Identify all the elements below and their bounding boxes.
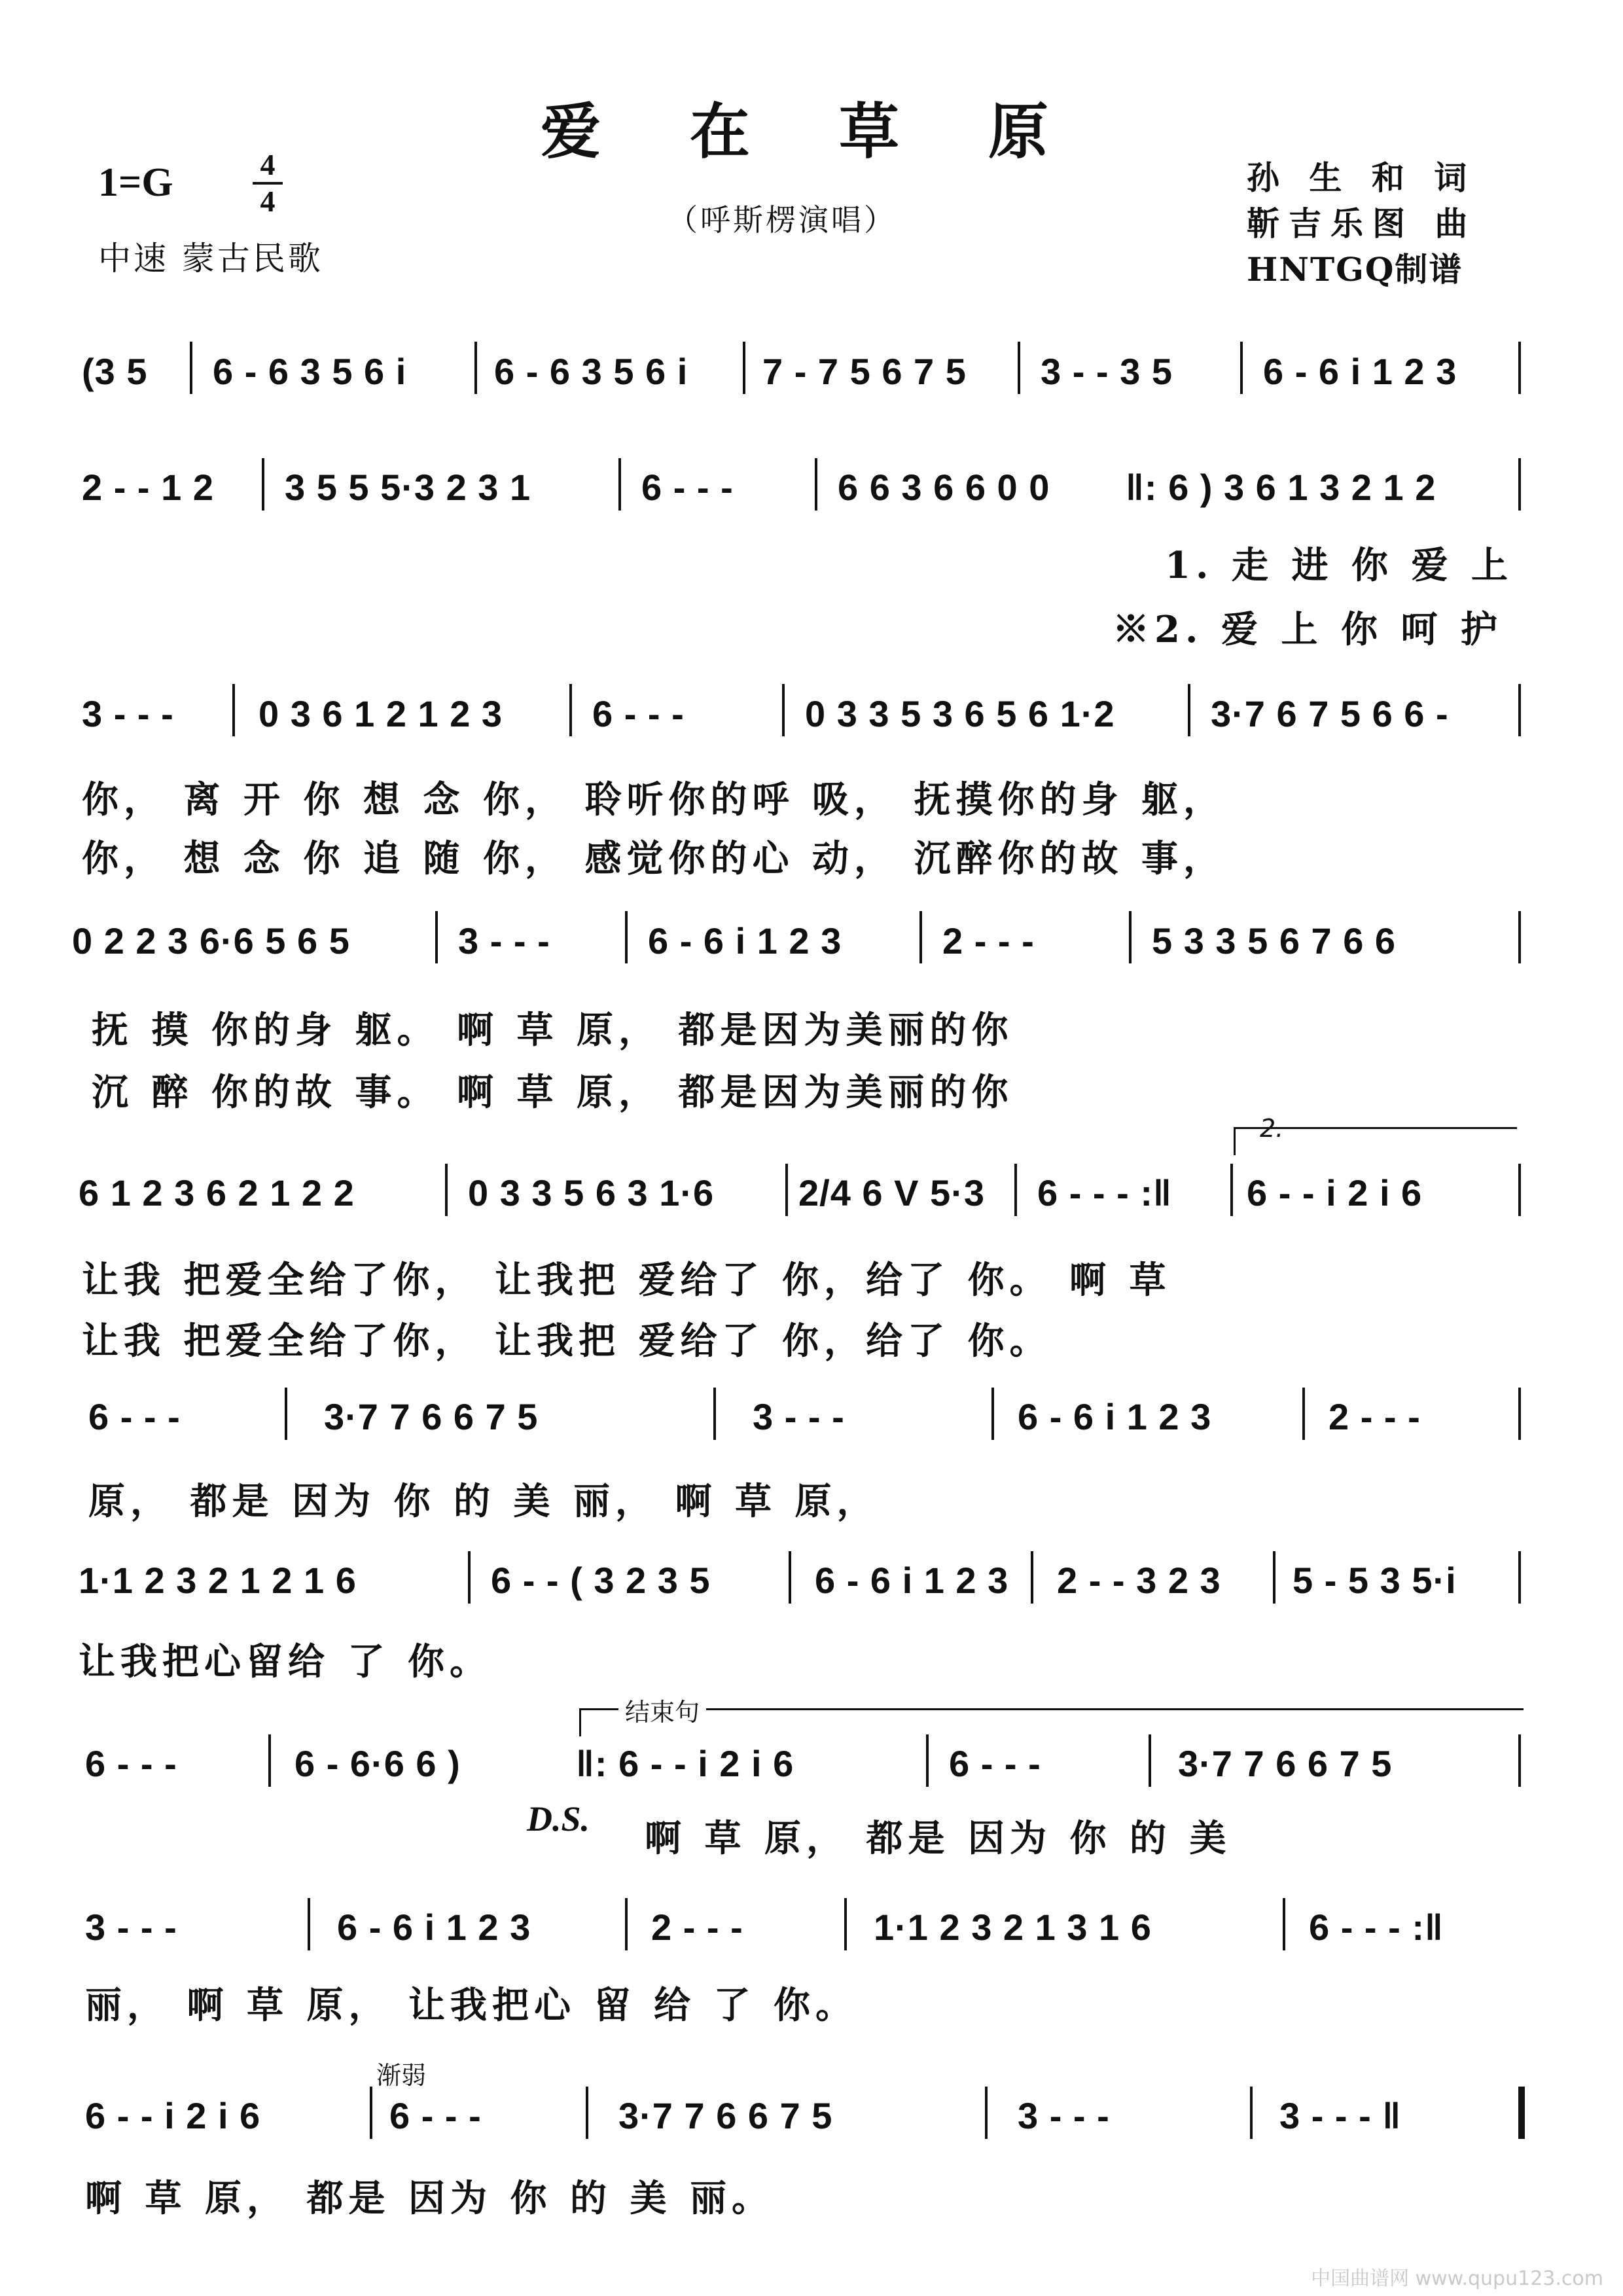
lyrics-verse-2: 沉 醉 你的故 事。 啊 草 原， 都是因为美丽的你 <box>92 1071 1014 1114</box>
lyrics-verse-2: 让我 把爱全给了你， 让我把 爱给了 你，给了 你。 <box>82 1319 1052 1363</box>
barline <box>785 1164 788 1216</box>
barline <box>815 458 817 511</box>
barline <box>1518 1388 1521 1440</box>
transcriber-credit: HNTGQ制谱 <box>1247 250 1463 289</box>
coda-label: 结束句 <box>618 1692 706 1728</box>
measure: 6 6 3 6 6 0 0 <box>838 467 1050 508</box>
time-sig-top: 4 <box>253 148 283 185</box>
barline <box>370 2087 372 2139</box>
barline <box>586 2087 588 2139</box>
measure: 6 - 6 3 5 6 i <box>494 351 688 392</box>
barline <box>474 342 477 394</box>
measure: 2 - - - <box>651 1907 743 1948</box>
measure: 6 - 6 3 5 6 i <box>213 351 407 392</box>
barline <box>1014 1164 1017 1216</box>
dynamic-marking: 渐弱 <box>376 2061 427 2090</box>
measure: 6 - - - <box>88 1396 181 1437</box>
barline <box>268 1734 271 1787</box>
measure: 3 5 5 5·3 2 3 1 <box>285 467 531 508</box>
barline <box>618 458 621 511</box>
key-signature: 1=G <box>98 160 173 205</box>
measure: 3·7 6 7 5 6 6 - <box>1211 693 1449 734</box>
barline <box>743 342 745 394</box>
measure: 2 - - 3 2 3 <box>1057 1560 1221 1601</box>
measure: 3 - - 3 5 <box>1041 351 1173 392</box>
lyrics-verse-2: 你， 想 念 你 追 随 你， 感觉你的心 动， 沉醉你的故 事， <box>82 837 1225 880</box>
measure: 0 2 2 3 6·6 5 6 5 <box>72 920 350 961</box>
barline <box>1273 1551 1275 1604</box>
measure: 3·7 7 6 6 7 5 <box>324 1396 539 1437</box>
measure: 2/4 6 V 5·3 <box>798 1172 985 1213</box>
measure-final: 3 - - - ‖ <box>1279 2095 1402 2136</box>
lyrics-verse-1: 抚 摸 你的身 躯。 啊 草 原， 都是因为美丽的你 <box>92 1009 1014 1052</box>
time-signature <box>253 148 283 219</box>
measure: 0 3 3 5 6 3 1·6 <box>468 1172 715 1213</box>
composer-credit: 靳吉乐图 曲 <box>1247 204 1477 243</box>
song-title: 爱 在 草 原 <box>540 96 1083 167</box>
dal-segno-marker: D.S. <box>527 1799 590 1839</box>
barline <box>919 911 922 963</box>
measure: 5 3 3 5 6 7 6 6 <box>1152 920 1397 961</box>
barline <box>1302 1388 1305 1440</box>
measure: (3 5 <box>82 351 148 392</box>
measure: 6 - - - <box>641 467 734 508</box>
measure: 1·1 2 3 2 1 3 1 6 <box>874 1907 1152 1948</box>
watermark: 中国曲谱网 www.qupu123.com <box>1311 2267 1603 2290</box>
measure: 6 - 6 i 1 2 3 <box>648 920 842 961</box>
measure-repeat-start: ‖: 6 - - i 2 i 6 <box>576 1743 794 1784</box>
lyrics: 啊 草 原， 都是 因为 你 的 美 <box>645 1817 1232 1860</box>
barline <box>1283 1898 1285 1950</box>
measure: 6 - - - <box>389 2095 482 2136</box>
barline <box>713 1388 716 1440</box>
measure: 3 - - - <box>85 1907 177 1948</box>
volta-label: 2. <box>1260 1114 1284 1143</box>
barline <box>985 2087 988 2139</box>
barline <box>1518 911 1521 963</box>
barline <box>844 1898 847 1950</box>
lyrics: 丽， 啊 草 原， 让我把心 留 给 了 你。 <box>85 1984 857 2027</box>
barline <box>1188 684 1190 736</box>
lyrics: 原， 都是 因为 你 的 美 丽， 啊 草 原， <box>88 1480 879 1523</box>
measure: 1·1 2 3 2 1 2 1 6 <box>79 1560 357 1601</box>
barline <box>1149 1734 1151 1787</box>
measure: 2 - - - <box>942 920 1035 961</box>
barline <box>1518 1551 1521 1604</box>
time-sig-bottom: 4 <box>260 185 276 218</box>
barline <box>232 684 235 736</box>
barline <box>1518 684 1521 736</box>
final-barline <box>1518 2087 1525 2139</box>
measure: 6 - 6·6 6 ) <box>294 1743 461 1784</box>
lyrics-verse-2: ※2. 爱 上 你 呵 护 <box>1113 608 1503 651</box>
measure: 6 - - i 2 i 6 <box>1247 1172 1423 1213</box>
barline <box>190 342 192 394</box>
measure-repeat-end: 6 - - - :‖ <box>1037 1172 1172 1213</box>
measure-repeat-end: 6 - - - :‖ <box>1309 1907 1444 1948</box>
measure: 6 - 6 i 1 2 3 <box>1018 1396 1212 1437</box>
barline <box>262 458 264 511</box>
measure: 6 - - - <box>85 1743 177 1784</box>
measure: 3 - - - <box>82 693 174 734</box>
measure: 3 - - - <box>1018 2095 1110 2136</box>
tempo-style: 中速 蒙古民歌 <box>98 240 323 278</box>
measure: 6 - 6 i 1 2 3 <box>815 1560 1009 1601</box>
measure: 0 3 3 5 3 6 5 6 1·2 <box>805 693 1115 734</box>
barline <box>1518 1164 1521 1216</box>
measure: 3 - - - <box>458 920 550 961</box>
measure: 6 - - - <box>949 1743 1041 1784</box>
barline <box>1230 1164 1233 1216</box>
measure: 2 - - - <box>1329 1396 1421 1437</box>
measure: 6 - - - <box>592 693 685 734</box>
measure: 3·7 7 6 6 7 5 <box>618 2095 833 2136</box>
barline <box>1240 342 1243 394</box>
measure-repeat-start: ‖: 6 ) 3 6 1 3 2 1 2 <box>1126 467 1436 508</box>
lyrics-verse-1: 让我 把爱全给了你， 让我把 爱给了 你，给了 你。 啊 草 <box>82 1259 1171 1302</box>
measure: 7 - 7 5 6 7 5 <box>762 351 967 392</box>
measure: 6 1 2 3 6 2 1 2 2 <box>79 1172 355 1213</box>
barline <box>1250 2087 1253 2139</box>
barline <box>1129 911 1132 963</box>
lyrics-verse-1: 1. 走 进 你 爱 上 <box>1165 544 1513 587</box>
measure: 3·7 7 6 6 7 5 <box>1178 1743 1393 1784</box>
barline <box>1518 1734 1521 1787</box>
barline <box>782 684 785 736</box>
measure: 0 3 6 1 2 1 2 3 <box>259 693 503 734</box>
barline <box>435 911 438 963</box>
barline <box>1031 1551 1033 1604</box>
barline <box>991 1388 994 1440</box>
lyrics-verse-1: 你， 离 开 你 想 念 你， 聆听你的呼 吸， 抚摸你的身 躯， <box>82 778 1225 821</box>
measure: 5 - 5 3 5·i <box>1293 1560 1457 1601</box>
barline <box>285 1388 287 1440</box>
barline <box>926 1734 929 1787</box>
measure: 6 - 6 i 1 2 3 <box>337 1907 531 1948</box>
barline <box>445 1164 448 1216</box>
lyricist-credit: 孙 生 和 词 <box>1247 158 1476 197</box>
measure: 6 - - ( 3 2 3 5 <box>491 1560 711 1601</box>
coda-bracket <box>579 1708 1524 1736</box>
measure: 3 - - - <box>753 1396 845 1437</box>
measure: 6 - - i 2 i 6 <box>85 2095 261 2136</box>
barline <box>308 1898 310 1950</box>
lyrics: 让我把心留给 了 你。 <box>79 1640 491 1683</box>
barline <box>625 911 628 963</box>
barline <box>1518 458 1521 511</box>
measure: 2 - - 1 2 <box>82 467 214 508</box>
barline <box>789 1551 791 1604</box>
singer-credit: （呼斯楞演唱） <box>668 202 897 238</box>
barline <box>1518 342 1521 394</box>
measure: 6 - 6 i 1 2 3 <box>1263 351 1457 392</box>
barline <box>468 1551 471 1604</box>
barline <box>569 684 572 736</box>
lyrics: 啊 草 原， 都是 因为 你 的 美 丽。 <box>85 2177 774 2220</box>
barline <box>625 1898 628 1950</box>
barline <box>1018 342 1020 394</box>
